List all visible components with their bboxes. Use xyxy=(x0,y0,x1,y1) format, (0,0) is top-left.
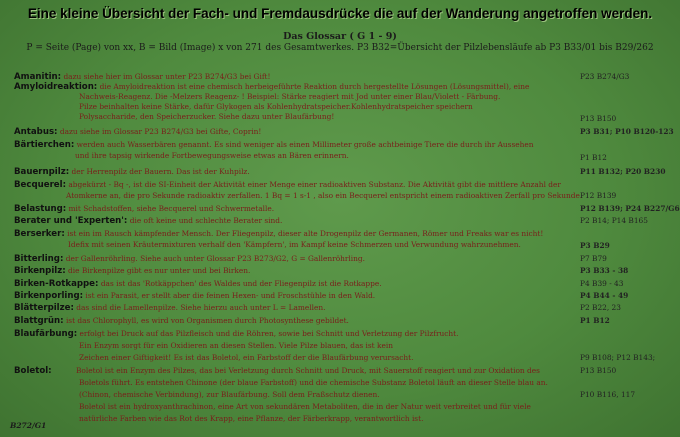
entry-blaetterpilze: Blätterpilze: das sind die Lamellenpilze. Siehe hierzu auch unter L = Lamellen. xyxy=(14,303,326,313)
ref-becquerel: P12 B139 xyxy=(580,191,617,200)
ref-birkenporling: P4 B44 - 49 xyxy=(580,291,629,300)
entry-boletol: Boletol: Boletol ist ein Enzym des Pilzes, das bei Verletzung durch Schnitt und Druck, mit Sauerstoff reagiert und zur Oxidation des xyxy=(14,366,540,376)
ref-blattgruen: P1 B12 xyxy=(580,316,610,325)
ref-boletol: P13 B150 xyxy=(580,366,617,375)
ref-amanitin: P23 B274/G3 xyxy=(580,72,630,81)
entry-line: Nachweis-Reagenz. Die -Melzers Reagenz- ! Beispiel: Stärke reagiert mit Jod unter einer Blau/Violett - Färbung. xyxy=(79,92,501,101)
page-bild-legend: P = Seite (Page) von xx, B = Bild (Image) x von 271 des Gesamtwerkes. P3 B32=Übersicht der Pilzlebensläufe ab P3 B33/01 bis B29/262 xyxy=(26,43,654,53)
entry-blaufaerbung: Blaufärbung: erfolgt bei Druck auf das Pilzfleisch und die Röhren, sowie bei Schnitt und Verletzung der Pilzfrucht. xyxy=(14,329,459,339)
ref-antabus: P3 B31; P10 B120-123 xyxy=(580,127,674,136)
entry-berater: Berater und 'Experten': die oft keine und schlechte Berater sind. xyxy=(14,216,283,226)
entry-bitterling: Bitterling: der Gallenröhrling. Siehe auch unter Glossar P23 B273/G2, G = Gallenröhrling. xyxy=(14,254,366,264)
entry-line: Zeichen einer Giftigkeit! Es ist das Boletol, ein Farbstoff der die Blaufärbung verursacht. xyxy=(79,353,414,362)
glossary-subtitle: Das Glossar ( G 1 - 9) xyxy=(283,31,397,42)
entry-line: Idefix mit seinen Kräutermixturen verhalf den 'Kämpfern', im Kampf keine Schmerzen und Verwundung wahrzunehmen. xyxy=(68,240,521,249)
page-title: Eine kleine Übersicht der Fach- und Fremdausdrücke die auf der Wanderung angetroffen werden. xyxy=(27,6,653,21)
ref-belastung: P12 B139; P24 B227/G6 xyxy=(580,204,680,213)
entry-line: Ein Enzym sorgt für ein Oxidieren an diesen Stellen. Viele Pilze blauen, das ist kein xyxy=(79,341,393,350)
entry-bauernpilz: Bauernpilz: der Herrenpilz der Bauern. Das ist der Kuhpilz. xyxy=(14,167,250,177)
ref-bitterling: P7 B79 xyxy=(580,254,607,263)
entry-birkenpilz: Birkenpilz: die Birkenpilze gibt es nur unter und bei Birken. xyxy=(14,266,251,276)
entry-belastung: Belastung: mit Schadstoffen, siehe Becquerel und Schwermetalle. xyxy=(14,204,275,214)
entry-line: Boletol ist ein hydroxyanthrachinon, eine Art von sekundären Metaboliten, die in der Natur weit verbreitet und für viele xyxy=(79,402,531,411)
page-code: B272/G1 xyxy=(10,421,47,430)
entry-amanitin: Amanitin: dazu siehe hier im Glossar unter P23 B274/G3 bei Gift! xyxy=(14,72,271,82)
entry-line: Pilze beinhalten keine Stärke, dafür Glykogen als Kohlenhydratspeicher.Kohlenhydratspeicher speichern xyxy=(79,102,473,111)
entry-blattgruen: Blattgrün: ist das Chlorophyll, es wird von Organismen durch Photosynthese gebildet. xyxy=(14,316,349,326)
entry-line: natürliche Farben wie das Rot des Krapp, eine Pflanze, der Färberkrapp, verantwortlich ist. xyxy=(79,414,424,423)
entry-baertierchen: Bärtierchen: werden auch Wasserbären genannt. Es sind weniger als einen Millimeter große achtbeinige Tiere die durch ihr Aussehen xyxy=(14,140,534,150)
ref-boletol-2: P10 B116, 117 xyxy=(580,390,636,399)
entry-line: Atomkerne an, die pro Sekunde radioaktiv zerfallen. 1 Bq = 1 s-1 , also ein Becquerel entspricht einem radioaktiven Zerfall pro Sekunde. xyxy=(66,191,583,200)
entry-antabus: Antabus: dazu siehe im Glossar P23 B274/G3 bei Gifte, Coprin! xyxy=(14,127,262,137)
entry-line: Polysaccharide, den Speicherzucker. Siehe dazu unter Blaufärbung! xyxy=(79,112,335,121)
ref-berserker: P3 B29 xyxy=(580,241,610,250)
entry-line: Boletols führt. Es entstehen Chinone (der blaue Farbstoff) und die chemische Substanz Boletol läuft an dieser Stelle blau an. xyxy=(79,378,548,387)
entry-line: und ihre tapsig wirkende Fortbewegungsweise etwas an Bären erinnern. xyxy=(75,151,349,160)
ref-birken-rotkappe: P4 B39 - 43 xyxy=(580,279,624,288)
entry-amyloidreaktion: Amyloidreaktion: die Amyloidreaktion ist eine chemisch herbeigeführte Reaktion durch hergestellte Lösungen (Lösungsmittel), eine xyxy=(14,82,530,92)
ref-berater: P2 B14; P14 B165 xyxy=(580,216,648,225)
entry-becquerel: Becquerel: abgekürzt - Bq -, ist die SI-Einheit der Aktivität einer Menge einer radioaktiven Substanz. Die Aktivität gibt die mittlere Anzahl der xyxy=(14,180,561,190)
ref-blaufaerbung: P9 B108; P12 B143; xyxy=(580,353,656,362)
ref-bauernpilz: P11 B132; P20 B230 xyxy=(580,167,666,176)
ref-blaetterpilze: P2 B22, 23 xyxy=(580,303,621,312)
ref-baertierchen: P1 B12 xyxy=(580,153,607,162)
entry-line: (Chinon, chemische Verbindung), zur Blaufärbung. Soll dem Fraßschutz dienen. xyxy=(79,390,380,399)
entry-birkenporling: Birkenporling: ist ein Parasit, er stellt aber die feinen Hexen- und Froschstühle in den Wald. xyxy=(14,291,376,301)
ref-amyloidreaktion: P13 B150 xyxy=(580,114,617,123)
entry-birken-rotkappe: Birken-Rotkappe: das ist das 'Rotkäppchen' des Waldes und der Fliegenpilz ist die Rotkappe. xyxy=(14,279,382,289)
entry-berserker: Berserker: ist ein im Rausch kämpfender Mensch. Der Fliegenpilz, dieser alte Drogenpilz der Germanen, Römer und Freaks war es nicht! xyxy=(14,229,544,239)
ref-birkenpilz: P3 B33 - 38 xyxy=(580,266,629,275)
